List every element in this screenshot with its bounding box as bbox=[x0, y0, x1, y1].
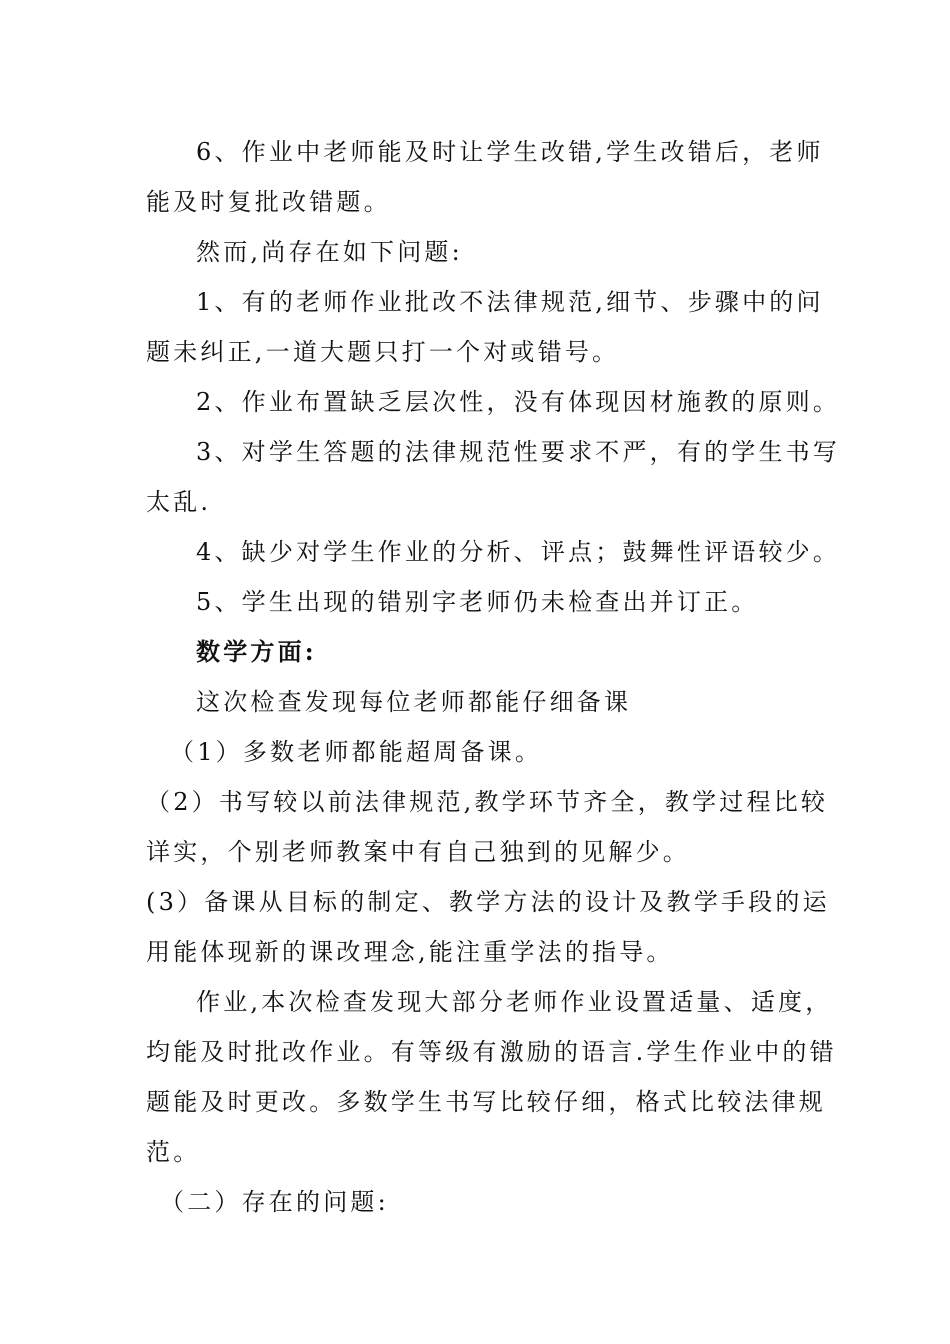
paragraph-line: 均能及时批改作业。有等级有激励的语言.学生作业中的错 bbox=[146, 1038, 837, 1066]
paragraph-line: 范。 bbox=[146, 1138, 201, 1166]
paragraph-line: 1、有的老师作业批改不法律规范,细节、步骤中的问 bbox=[196, 288, 824, 316]
section-heading: 数学方面: bbox=[196, 637, 317, 666]
paragraph-line: (3）备课从目标的制定、教学方法的设计及教学手段的运 bbox=[146, 888, 830, 916]
paragraph-line: 然而,尚存在如下问题: bbox=[196, 238, 463, 266]
paragraph-line: 作业,本次检查发现大部分老师作业设置适量、适度， bbox=[196, 988, 833, 1016]
section-heading: （二）存在的问题: bbox=[160, 1188, 389, 1216]
paragraph-line: （2）书写较以前法律规范,教学环节齐全，教学过程比较 bbox=[146, 788, 829, 816]
paragraph-line: （1）多数老师都能超周备课。 bbox=[170, 738, 543, 766]
paragraph-line: 3、对学生答题的法律规范性要求不严，有的学生书写 bbox=[196, 438, 841, 466]
paragraph-line: 太乱. bbox=[146, 488, 212, 516]
paragraph-line: 详实，个别老师教案中有自己独到的见解少。 bbox=[146, 838, 690, 866]
paragraph-line: 5、学生出现的错别字老师仍未检查出并订正。 bbox=[196, 588, 759, 616]
paragraph-line: 2、作业布置缺乏层次性，没有体现因材施教的原则。 bbox=[196, 388, 841, 416]
paragraph-line: 6、作业中老师能及时让学生改错,学生改错后，老师 bbox=[196, 138, 824, 166]
paragraph-line: 用能体现新的课改理念,能注重学法的指导。 bbox=[146, 938, 674, 966]
paragraph-line: 题未纠正,一道大题只打一个对或错号。 bbox=[146, 338, 620, 366]
paragraph-line: 4、缺少对学生作业的分析、评点；鼓舞性评语较少。 bbox=[196, 538, 841, 566]
paragraph-line: 题能及时更改。多数学生书写比较仔细，格式比较法律规 bbox=[146, 1088, 826, 1116]
paragraph-line: 这次检查发现每位老师都能仔细备课 bbox=[196, 688, 632, 716]
paragraph-line: 能及时复批改错题。 bbox=[146, 188, 391, 216]
